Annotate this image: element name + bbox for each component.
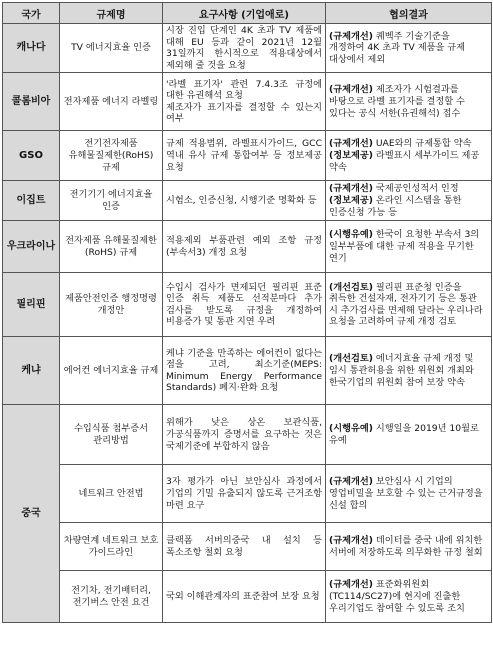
result-tag: (규제개선) <box>329 579 373 591</box>
result-tag: (시행유예) <box>329 229 373 241</box>
result-tag: (규제개선) <box>329 138 373 150</box>
requirement-cell: 국외 이해관계자의 표준참여 보장 요청 <box>163 571 326 623</box>
header-requirement: 요구사항 (기업애로) <box>163 3 326 24</box>
result-text: UAE와의 규제통합 약속 <box>372 138 472 150</box>
requirement-cell: 클랙폼 서버의중국 내 설치 등 폭소조항 철회 요청 <box>163 523 326 571</box>
requirement-cell: 규제 적용범위, 라벨표시가이드, GCC 역내 유사 규제 통합여부 등 정보제공 요청 <box>163 131 326 181</box>
table-row <box>3 523 492 571</box>
result-tag: (규제개선) <box>329 84 373 96</box>
result-tag: (규제개선) <box>329 476 373 488</box>
result-cell <box>326 465 492 523</box>
result-cell <box>326 337 492 405</box>
country-cell: 우크라이나 <box>3 221 60 273</box>
country-cell: GSO <box>3 131 60 181</box>
regulation-cell: 전자제품 유해물질제한(RoHS) 규제 <box>60 221 163 273</box>
result-text: 라벨표시 세부가이드 제공 약속 <box>329 150 480 173</box>
regulation-table <box>2 2 492 623</box>
regulation-cell: 네트워크 안전법 <box>60 465 163 523</box>
requirement-cell: 케냐 기준을 만족하는 에어컨이 없다는 점을 고려, 최소기준(MEPS: Minimum Energy Performance Standards) 폐지·완화 요청 <box>163 337 326 405</box>
country-cell: 콜롬비아 <box>3 73 60 131</box>
table-row <box>3 131 492 181</box>
result-tag: (규제개선) <box>329 535 373 547</box>
country-cell: 중국 <box>3 405 60 623</box>
result-text: 시행일을 2019년 10월로 유예 <box>329 423 479 446</box>
result-text: 필리핀 표준청 인증을 취득한 건설자재, 전자기기 등은 통관 시 추가검사를 면제해 달라는 우리나라 요청을 고려하여 규제 개정 검토 <box>329 281 483 328</box>
result-text: 제조자가 시험결과를 바탕으로 라벨 표기자를 결정할 수 있다는 공식 서한(유권해석) 접수 <box>329 84 465 119</box>
regulation-cell: 전기차, 전기배터리, 전기버스 안전 요건 <box>60 571 163 623</box>
result-tag: (개선검토) <box>329 281 373 293</box>
result-tag: (정보제공) <box>329 195 373 207</box>
result-cell <box>326 24 492 73</box>
result-tag: (개선검토) <box>329 353 373 365</box>
requirement-cell: 시장 진입 단계인 4K 초과 TV 제품에 대해 EU 등과 같이 2021년 12월 31일까지 한시적으로 적용대상에서 제외해 줄 것을 요청 <box>163 24 326 73</box>
result-cell <box>326 571 492 623</box>
requirement-cell: '라벨 표기자' 관련 7.4.3조 규정에 대한 유권해석 요청 제조자가 표기자를 결정할 수 있는지 여부 <box>163 73 326 131</box>
country-cell: 이집트 <box>3 181 60 221</box>
result-text: 표준화위원회(TC114/SC27)에 현지에 진출한 우리기업도 참여할 수 있도록 조치 <box>329 579 465 614</box>
header-result: 협의결과 <box>326 3 492 24</box>
result-text: 온라인 시스템을 통한 인증신청 가능 등 <box>329 195 462 218</box>
requirement-cell: 3자 평가가 아닌 보안심사 과정에서 기업의 기밀 유출되지 않도록 근거조항 마련 요구 <box>163 465 326 523</box>
table-row <box>3 571 492 623</box>
result-text: 보안심사 시 기업의 영업비밀을 보호할 수 있는 근거규정을 신설 합의 <box>329 476 483 511</box>
result-cell <box>326 273 492 337</box>
requirement-cell: 적용제외 부품관련 예외 조항 규정(부속서3) 개정 요청 <box>163 221 326 273</box>
header-regulation: 규제명 <box>60 3 163 24</box>
table-row <box>3 181 492 221</box>
table-row <box>3 273 492 337</box>
requirement-cell: 위해가 낮은 상온 보관식품, 가공식품까지 증명서를 요구하는 것은 국제기준에 부합하지 않음 <box>163 405 326 465</box>
result-tag: (규제개선) <box>329 183 373 195</box>
result-cell <box>326 523 492 571</box>
result-text: 국제공인성적서 인정 <box>372 183 459 195</box>
regulation-cell: 에어컨 에너지효율 규제 <box>60 337 163 405</box>
result-text: 데이터를 중국 내에 위치한 서버에 저장하도록 의무화한 규정 철회 <box>329 535 483 558</box>
regulation-cell: 전기전자제품 유해물질제한(RoHS) 규제 <box>60 131 163 181</box>
table-row <box>3 24 492 73</box>
result-text: 한국이 요청한 부속서 3의 일부부품에 대한 규제 적용을 무기한 연기 <box>329 229 480 264</box>
regulation-cell: 제품안전인증 행정명령 개정안 <box>60 273 163 337</box>
result-tag: (시행유예) <box>329 423 373 435</box>
regulation-cell: 전자제품 에너지 라벨링 <box>60 73 163 131</box>
result-cell <box>326 181 492 221</box>
regulation-cell: 차량연계 네트워크 보호 가이드라인 <box>60 523 163 571</box>
result-cell <box>326 221 492 273</box>
country-cell: 캐나다 <box>3 24 60 73</box>
result-text: 에너지효율 규제 개정 및 임시 통관허용을 위한 위원회 개최와 한국기업의 위원회 참여 보장 약속 <box>329 353 474 388</box>
header-row <box>3 3 492 24</box>
result-tag: (규제개선) <box>329 30 373 42</box>
result-text: 퀘벡주 기술기준을 개정하여 4K 초과 TV 제품을 규제 대상에서 제외 <box>329 30 465 65</box>
table-row <box>3 465 492 523</box>
table-row <box>3 73 492 131</box>
table-row <box>3 405 492 465</box>
regulation-cell: TV 에너지효율 인증 <box>60 24 163 73</box>
regulation-cell: 전기기기 에너지효율 인증 <box>60 181 163 221</box>
result-tag: (정보제공) <box>329 150 373 162</box>
country-cell: 케냐 <box>3 337 60 405</box>
requirement-cell: 시험소, 인증신청, 시행기준 명확화 등 <box>163 181 326 221</box>
result-cell <box>326 131 492 181</box>
result-cell <box>326 73 492 131</box>
regulation-cell: 수입식품 첨부증서 관리방법 <box>60 405 163 465</box>
header-country: 국가 <box>3 3 60 24</box>
country-cell: 필리핀 <box>3 273 60 337</box>
result-cell <box>326 405 492 465</box>
table-row <box>3 221 492 273</box>
table-row <box>3 337 492 405</box>
requirement-cell: 수입시 검사가 면제되던 필리핀 표준 인증 취득 제품도 선적분마다 추가 검사를 받도록 규정을 개정하여 비용증가 및 통관 지연 우려 <box>163 273 326 337</box>
